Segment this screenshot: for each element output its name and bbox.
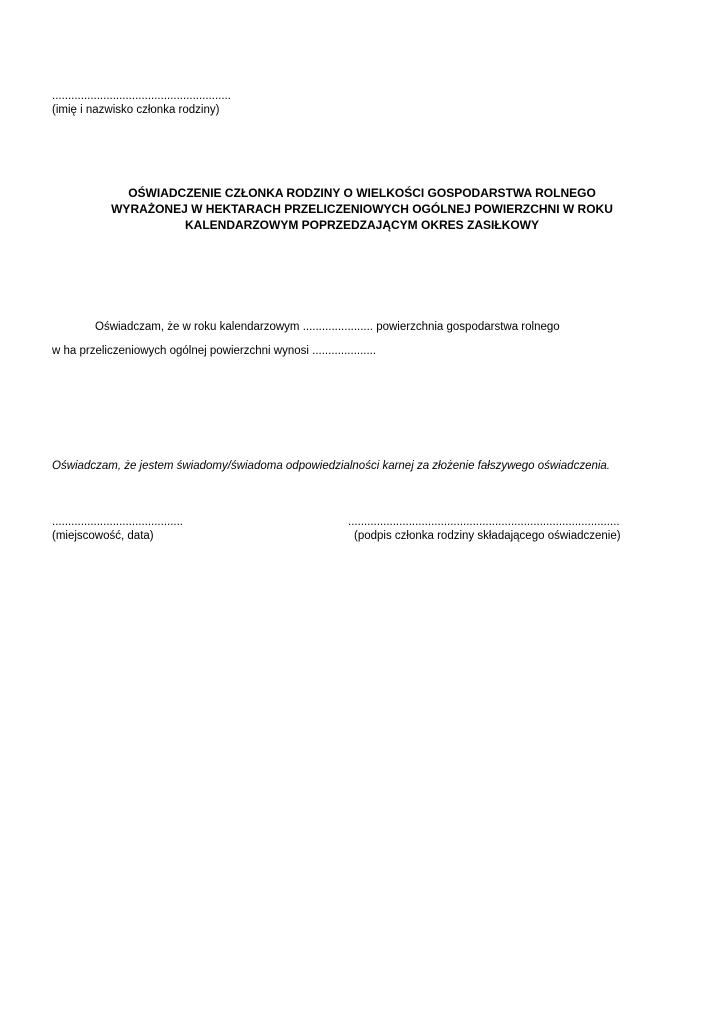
signature-caption: (podpis członka rodziny składającego oświadczenie): [354, 530, 621, 542]
statement-line-1: Oświadczam, że w roku kalendarzowym ...................... powierzchnia gospodarstwa rolnego: [95, 321, 560, 333]
place-date-caption: (miejscowość, data): [52, 530, 154, 542]
place-date-dots: .........................................: [52, 516, 183, 528]
declaration-text: Oświadczam, że jestem świadomy/świadoma odpowiedzialności karnej za złożenie fałszywego oświadczenia.: [52, 460, 611, 472]
signature-dots: .....................................................................................: [348, 516, 620, 528]
title-line-3: KALENDARZOWYM POPRZEDZAJĄCYM OKRES ZASIŁKOWY: [185, 218, 539, 232]
statement-line-2: w ha przeliczeniowych ogólnej powierzchni wynosi ....................: [52, 345, 377, 357]
title-line-2: WYRAŻONEJ W HEKTARACH PRZELICZENIOWYCH OGÓLNEJ POWIERZCHNI W ROKU: [111, 202, 613, 216]
title-line-1: OŚWIADCZENIE CZŁONKA RODZINY O WIELKOŚCI GOSPODARSTWA ROLNEGO: [128, 186, 596, 200]
document-title: [52, 185, 672, 233]
name-dots-line: ........................................................: [52, 90, 231, 102]
name-caption: (imię i nazwisko członka rodziny): [52, 104, 220, 116]
